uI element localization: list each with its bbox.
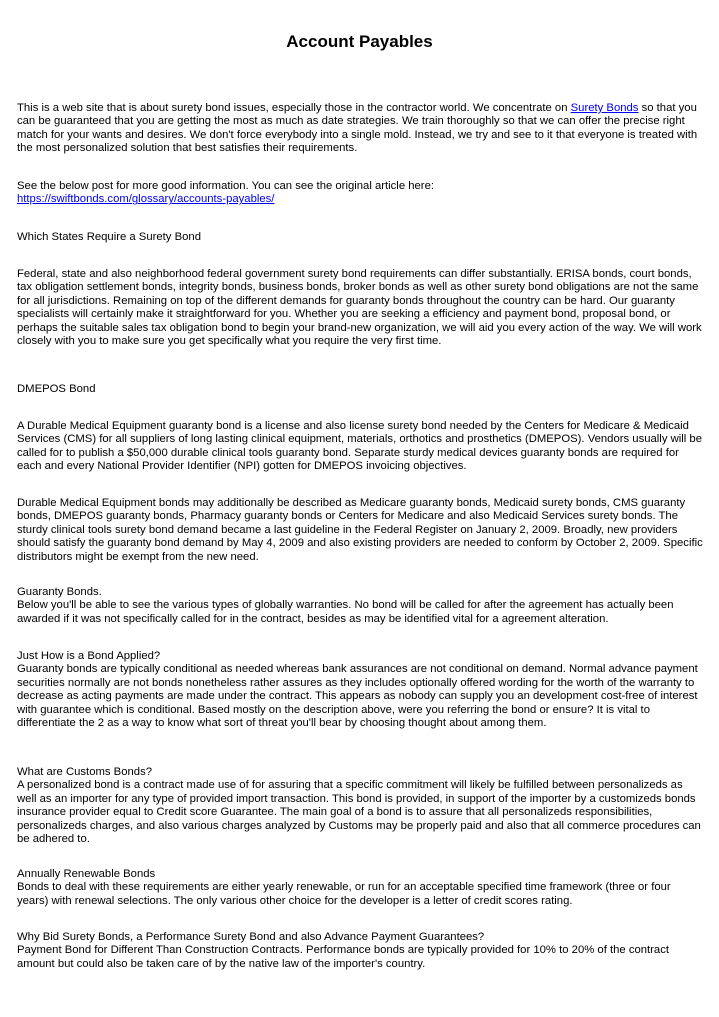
- surety-bonds-link[interactable]: Surety Bonds: [570, 102, 639, 114]
- heading-which-states: Which States Require a Surety Bond: [17, 231, 201, 243]
- section-bid-surety-bonds: Why Bid Surety Bonds, a Performance Surety Bond and also Advance Payment Guarantees? Payment Bond for Different Than Construction Contracts. Performance bonds are typically provided for 10% to 20% of the contract amount but could also be taken care of by the native law of the importer's country.: [17, 931, 670, 970]
- intro-text-before: This is a web site that is about surety bond issues, especially those in the contractor world. We concentrate on: [17, 102, 571, 114]
- see-below-paragraph: [17, 180, 705, 207]
- section-bond-applied: Just How is a Bond Applied? Guaranty bonds are typically conditional as needed whereas bank assurances are not conditional on demand. Normal advance payment securities normally are not bonds nonetheless rather assures as they includes optionally offered wording for the worth of the warranty to decrease as acting payments are made under the contract. This appears as nobody can supply you an development cost-free of interest with guarantee which is conditional. Based mostly on the description above, were you referring the bond or ensure? It is vital to differentiate the 2 as a way to know what sort of threat you'll bear by choosing thought about among them.: [17, 650, 698, 730]
- original-article-link[interactable]: https://swiftbonds.com/glossary/accounts-payables/: [17, 193, 275, 206]
- paragraph-dmepos-definition: A Durable Medical Equipment guaranty bond is a license and also license surety bond needed by the Centers for Medicare & Medicaid Services (CMS) for all suppliers of long lasting clinical equipment, materials, orthotics and prosthetics (DMEPOS). Vendors usually will be called for to publish a $50,000 durable clinical tools guaranty bond. Separate sturdy medical devices guaranty bonds are required for each and every National Provider Identifier (NPI) gotten for DMEPOS invoicing objectives.: [17, 420, 702, 473]
- section-guaranty-bonds: Guaranty Bonds. Below you'll be able to see the various types of globally warranties. No bond will be called for after the agreement has actually been awarded if it was not specifically called for in the contract, besides as may be identified vital for a agreement alteration.: [17, 586, 674, 625]
- paragraph-dmepos-names: Durable Medical Equipment bonds may additionally be described as Medicare guaranty bonds, Medicaid surety bonds, CMS guaranty bonds, DMEPOS guaranty bonds, Pharmacy guaranty bonds or Centers for Medicare and also Medicaid Services surety bonds. The sturdy clinical tools surety bond demand became a last guideline in the Federal Register on January 2, 2009. Broadly, new providers should satisfy the guaranty bond demand by May 4, 2009 and also existing providers are needed to conform by October 2, 2009. Specific distributors might be exempt from the new need.: [17, 497, 703, 563]
- page-title: Account Payables: [286, 32, 433, 51]
- intro-paragraph: [17, 102, 705, 156]
- heading-dmepos: DMEPOS Bond: [17, 383, 96, 395]
- intro-text-after: so that you can be guaranteed that you are getting the most as much as date strategies. We train thoroughly so that we can offer the precise right match for your wants and desires. We don't force everybody into a single mold. Instead, we try and see to it that everyone is treated with the most personalized solution that best satisfies their requirements.: [17, 102, 698, 155]
- see-below-text: See the below post for more good information. You can see the original article here:: [17, 180, 434, 192]
- section-annually-renewable: Annually Renewable Bonds Bonds to deal with these requirements are either yearly renewable, or run for an acceptable specified time framework (three or four years) with renewal selections. The only various other choice for the developer is a letter of credit scores rating.: [17, 868, 671, 907]
- paragraph-federal-state: Federal, state and also neighborhood federal government surety bond requirements can differ substantially. ERISA bonds, court bonds, tax obligation settlement bonds, integrity bonds, business bonds, broker bonds as well as other surety bond obligations are not the same for all jurisdictions. Remaining on top of the different demands for guaranty bonds throughout the country can be hard. Our guaranty specialists will certainly make it straightforward for you. Whether you are seeking a efficiency and payment bond, proposal bond, or perhaps the suitable sales tax obligation bond to begin your brand-new organization, we will aid you every action of the way. We will work closely with you to make sure you get specifically what you require the very first time.: [17, 268, 702, 348]
- section-customs-bonds: What are Customs Bonds? A personalized bond is a contract made use of for assuring that a specific commitment will likely be fulfilled between personalizeds as well as an importer for any type of provided import transaction. This bond is provided, in support of the importer by a customizeds bonds insurance provider equal to Credit score Guarantee. The main goal of a bond is to assure that all personalizeds responsibilities, personalizeds charges, and also various charges analyzed by Customs may be properly paid and also that all commerce procedures can be adhered to.: [17, 766, 701, 846]
